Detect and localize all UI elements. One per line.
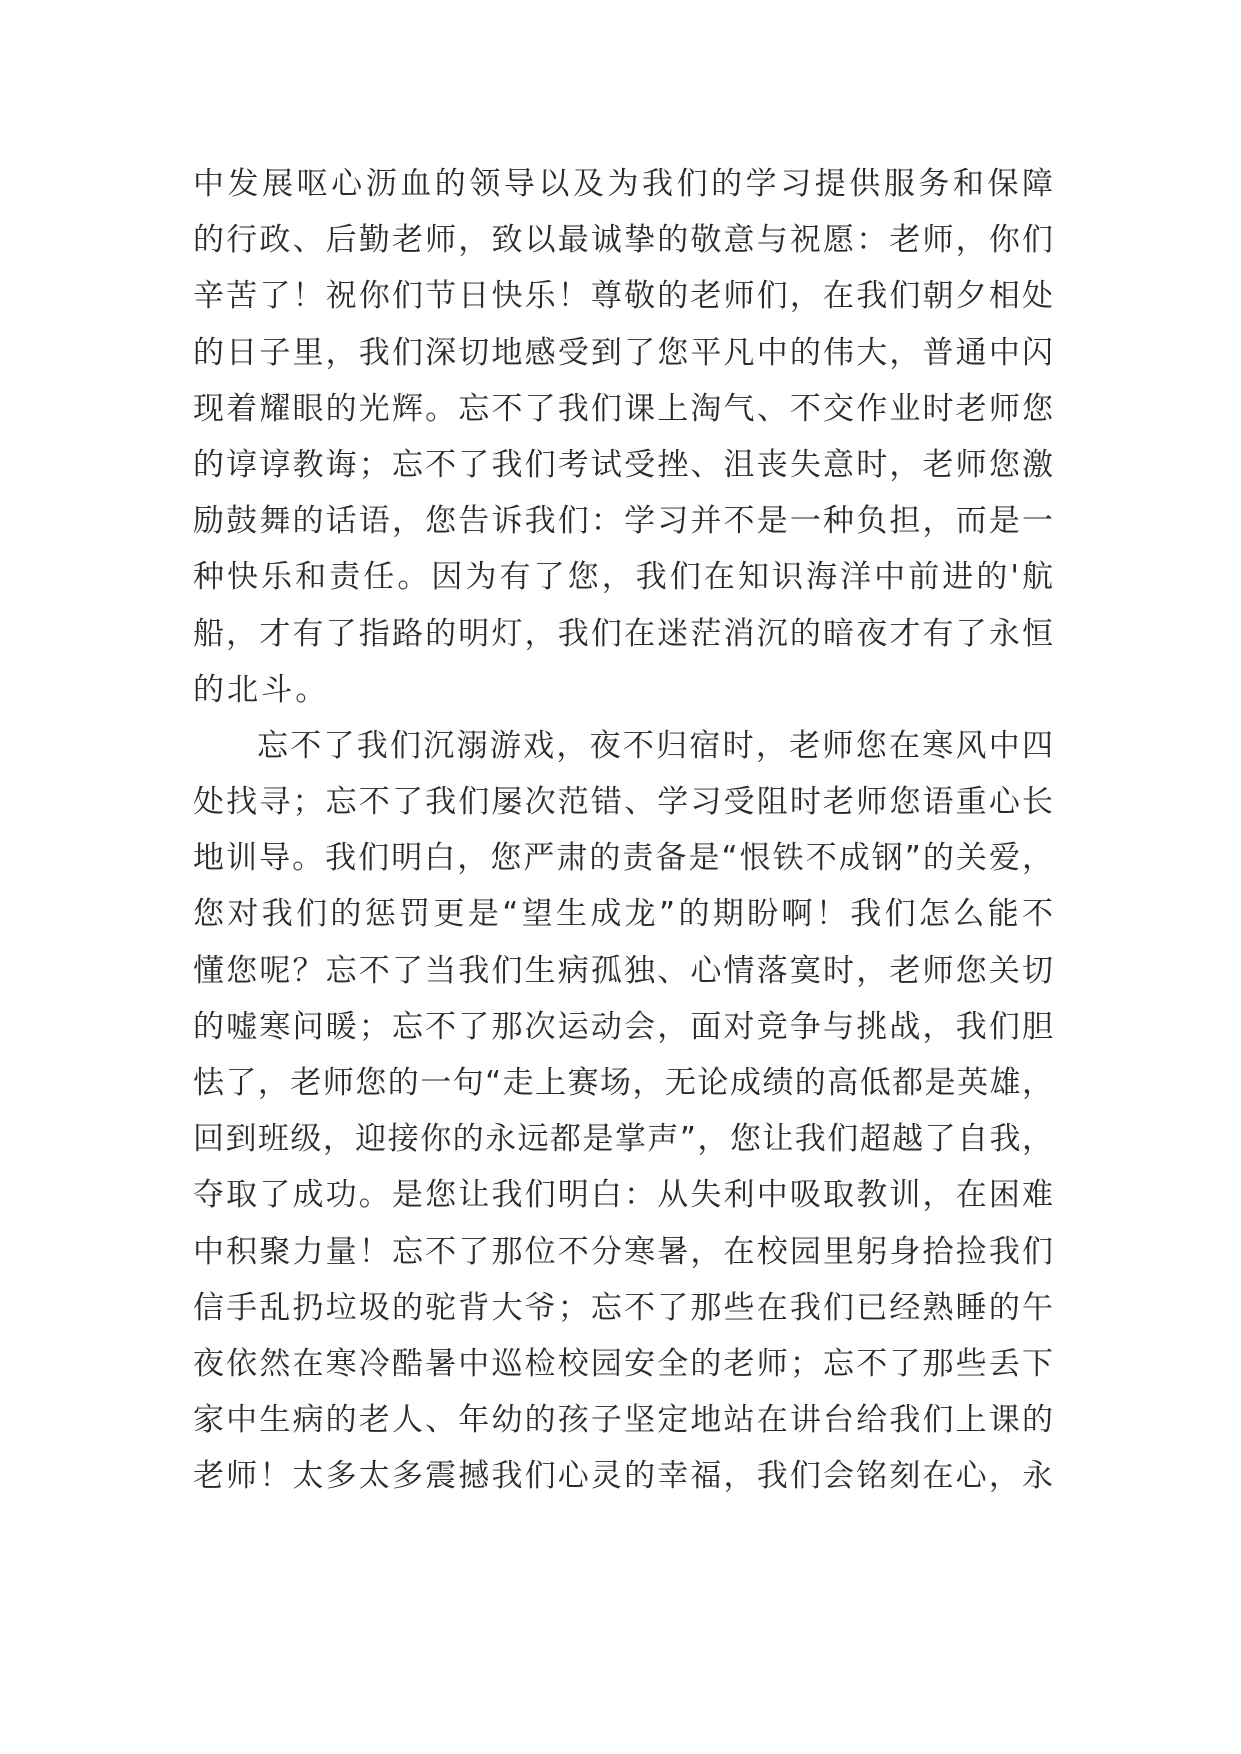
text-line: 懂您呢？忘不了当我们生病孤独、心情落寞时，老师您关切 xyxy=(193,952,1053,989)
text-line: 励鼓舞的话语，您告诉我们：学习并不是一种负担，而是一 xyxy=(193,503,1053,540)
text-line: 回到班级，迎接你的永远都是掌声”，您让我们超越了自我， xyxy=(193,1121,1053,1158)
text-line: 夺取了成功。是您让我们明白：从失利中吸取教训，在困难 xyxy=(193,1177,1053,1214)
text-line: 的行政、后勤老师，致以最诚挚的敬意与祝愿：老师，你们 xyxy=(193,222,1053,259)
text-line: 现着耀眼的光辉。忘不了我们课上淘气、不交作业时老师您 xyxy=(193,390,1053,427)
text-line: 信手乱扔垃圾的驼背大爷；忘不了那些在我们已经熟睡的午 xyxy=(193,1289,1053,1326)
text-line: 老师！太多太多震撼我们心灵的幸福，我们会铭刻在心，永 xyxy=(193,1458,1053,1495)
text-line: 船，才有了指路的明灯，我们在迷茫消沉的暗夜才有了永恒 xyxy=(193,615,1053,652)
text-line: 家中生病的老人、年幼的孩子坚定地站在讲台给我们上课的 xyxy=(193,1402,1053,1439)
text-line: 种快乐和责任。因为有了您，我们在知识海洋中前进的'航 xyxy=(193,559,1053,596)
text-line: 您对我们的惩罚更是“望生成龙”的期盼啊！我们怎么能不 xyxy=(193,896,1053,933)
text-line: 地训导。我们明白，您严肃的责备是“恨铁不成钢”的关爱， xyxy=(193,840,1053,877)
text-line-paragraph-start: 忘不了我们沉溺游戏，夜不归宿时，老师您在寒风中四 xyxy=(257,727,1053,764)
text-line: 辛苦了！祝你们节日快乐！尊敬的老师们，在我们朝夕相处 xyxy=(193,278,1053,315)
text-line: 的嘘寒问暖；忘不了那次运动会，面对竞争与挑战，我们胆 xyxy=(193,1008,1053,1045)
text-line: 中积聚力量！忘不了那位不分寒暑，在校园里躬身拾捡我们 xyxy=(193,1233,1053,1270)
text-line: 中发展呕心沥血的领导以及为我们的学习提供服务和保障 xyxy=(193,166,1053,202)
text-line: 夜依然在寒冷酷暑中巡检校园安全的老师；忘不了那些丢下 xyxy=(193,1345,1053,1382)
text-line: 的日子里，我们深切地感受到了您平凡中的伟大，普通中闪 xyxy=(193,334,1053,371)
text-line: 处找寻；忘不了我们屡次范错、学习受阻时老师您语重心长 xyxy=(193,784,1053,821)
text-line: 怯了，老师您的一句“走上赛场，无论成绩的高低都是英雄， xyxy=(193,1065,1053,1101)
text-line: 的谆谆教诲；忘不了我们考试受挫、沮丧失意时，老师您激 xyxy=(193,446,1053,483)
text-line-paragraph-end: 的北斗。 xyxy=(193,671,330,708)
body-text xyxy=(193,156,1053,1505)
